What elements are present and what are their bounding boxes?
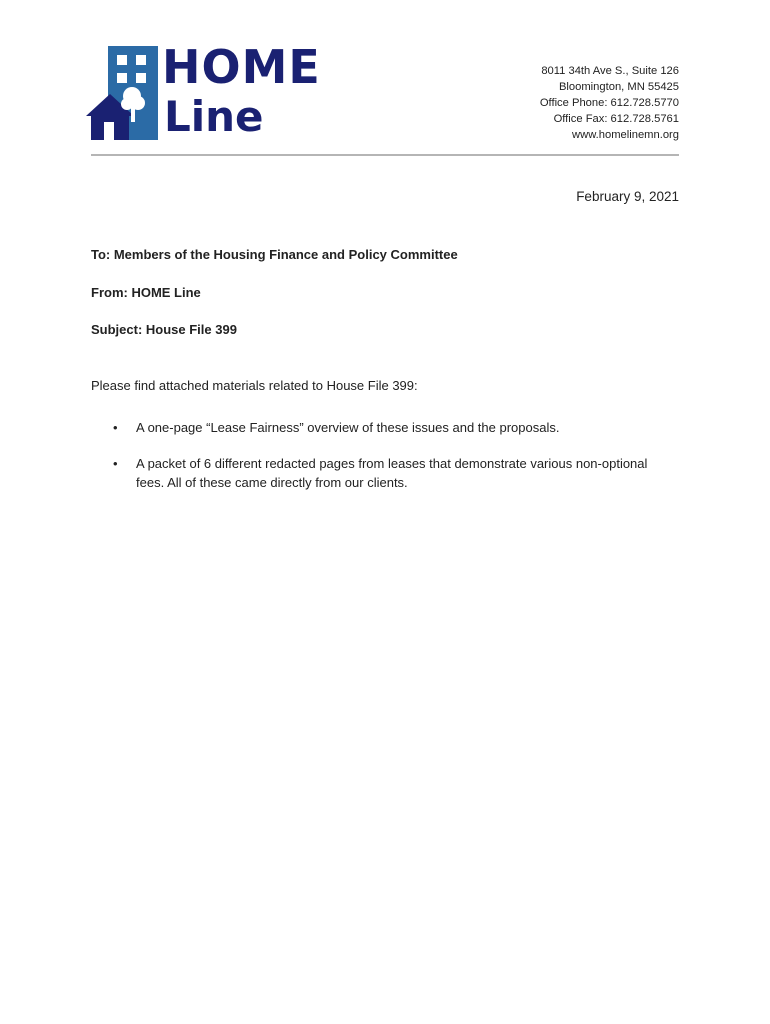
letter-date: February 9, 2021 [576,189,679,204]
attachment-list [91,418,651,509]
memo-subject: Subject: House File 399 [91,322,237,337]
list-item-text: A packet of 6 different redacted pages from leases that demonstrate various non-optional fees. All of these came directly from our clients. [136,456,648,490]
address-street: 8011 34th Ave S., Suite 126 [541,65,679,77]
bullet-icon: • [113,456,118,471]
website-link[interactable]: www.homelinemn.org [572,129,679,141]
letterhead-address [540,63,679,143]
office-fax: Office Fax: 612.728.5761 [553,113,679,125]
logo-word-line: Line [164,92,264,141]
bullet-icon: • [113,420,118,435]
office-phone: Office Phone: 612.728.5770 [539,97,679,109]
list-item-text: A one-page “Lease Fairness” overview of these issues and the proposals. [136,420,560,435]
logo-word-home: HOME [162,40,321,94]
address-city: Bloomington, MN 55425 [558,81,679,93]
home-line-logo [86,40,321,142]
memo-to: To: Members of the Housing Finance and Policy Committee [91,247,458,262]
intro-paragraph: Please find attached materials related to House File 399: [91,378,418,393]
memo-from: From: HOME Line [91,285,201,300]
header-divider [91,154,679,156]
list-item [91,418,651,437]
list-item [91,454,651,492]
